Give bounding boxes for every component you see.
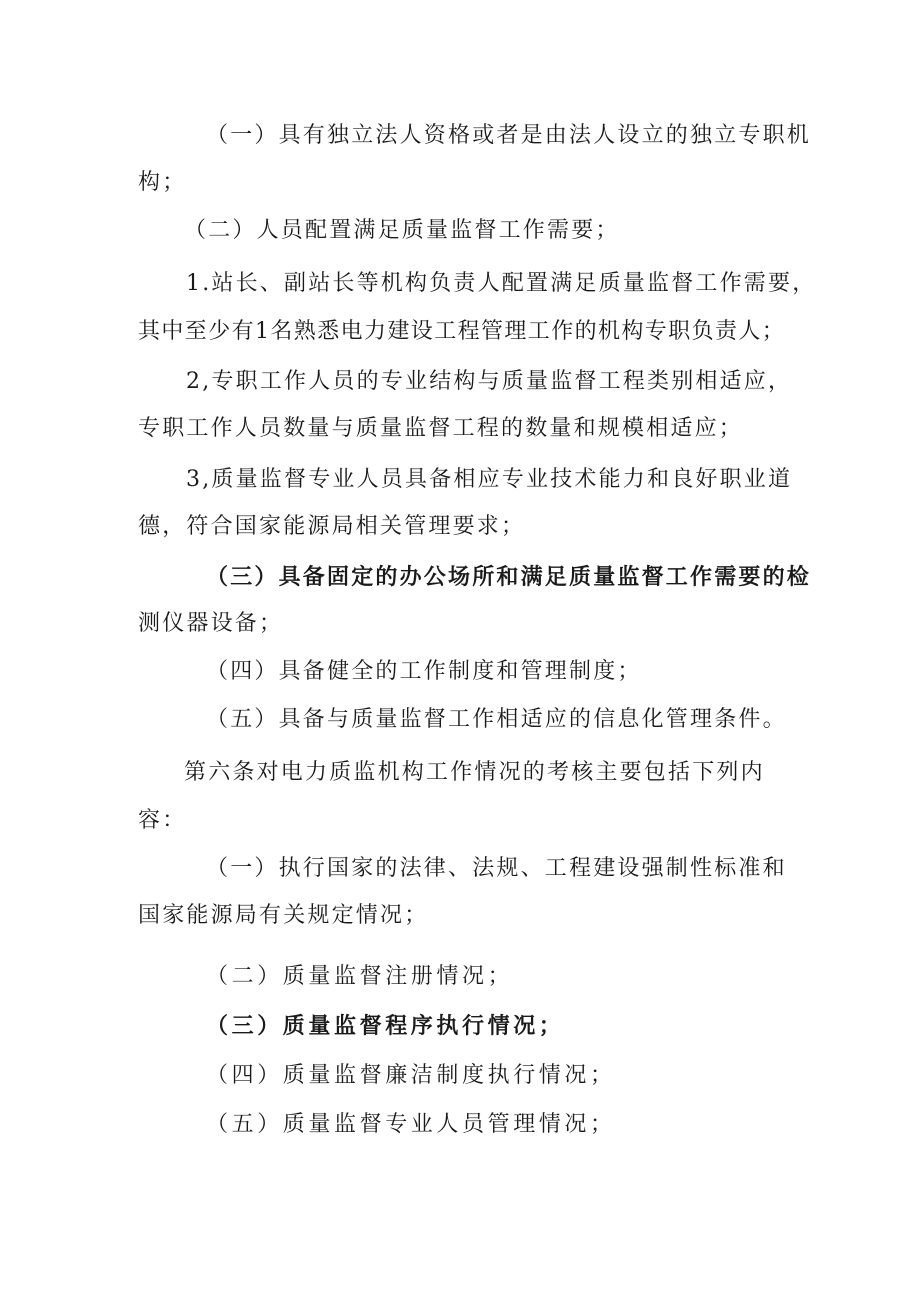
paragraph-line: （五）质量监督专业人员管理情况； xyxy=(206,1112,616,1137)
paragraph-line: 德，符合国家能源局相关管理要求； xyxy=(138,514,526,539)
paragraph-line: （四）具备健全的工作制度和管理制度； xyxy=(206,659,642,684)
paragraph-line: （五）具备与质量监督工作相适应的信息化管理条件。 xyxy=(206,707,787,732)
paragraph-line: （一）执行国家的法律、法规、工程建设强制性标准和 xyxy=(206,856,787,881)
paragraph-line: 第六条对电力质监机构工作情况的考核主要包括下列内 xyxy=(184,760,765,785)
paragraph-line: 专职工作人员数量与质量监督工程的数量和规模相适应； xyxy=(138,416,744,441)
paragraph-line: （三）具备固定的办公场所和满足质量监督工作需要的检 xyxy=(206,564,812,590)
paragraph-line: 其中至少有1名熟悉电力建设工程管理工作的机构专职负责人； xyxy=(138,319,786,344)
paragraph-line: 容： xyxy=(138,808,187,833)
paragraph-line: 测仪器设备； xyxy=(138,611,284,636)
paragraph-line: 1.站长、副站长等机构负责人配置满足质量监督工作需要， xyxy=(186,271,817,296)
paragraph-line: （一）具有独立法人资格或者是由法人设立的独立专职机 xyxy=(206,123,812,148)
paragraph-line: （二）人员配置满足质量监督工作需要； xyxy=(184,218,620,243)
paragraph-line: 3,质量监督专业人员具备相应专业技术能力和良好职业道 xyxy=(186,467,793,492)
paragraph-line: 构； xyxy=(138,170,187,195)
paragraph-line: （二）质量监督注册情况； xyxy=(206,964,514,989)
paragraph-line: 国家能源局有关规定情况； xyxy=(138,903,429,928)
paragraph-line: （四）质量监督廉洁制度执行情况； xyxy=(206,1063,616,1088)
paragraph-line: （三）质量监督程序执行情况； xyxy=(206,1013,565,1039)
paragraph-line: 2,专职工作人员的专业结构与质量监督工程类别相适应， xyxy=(186,369,793,394)
